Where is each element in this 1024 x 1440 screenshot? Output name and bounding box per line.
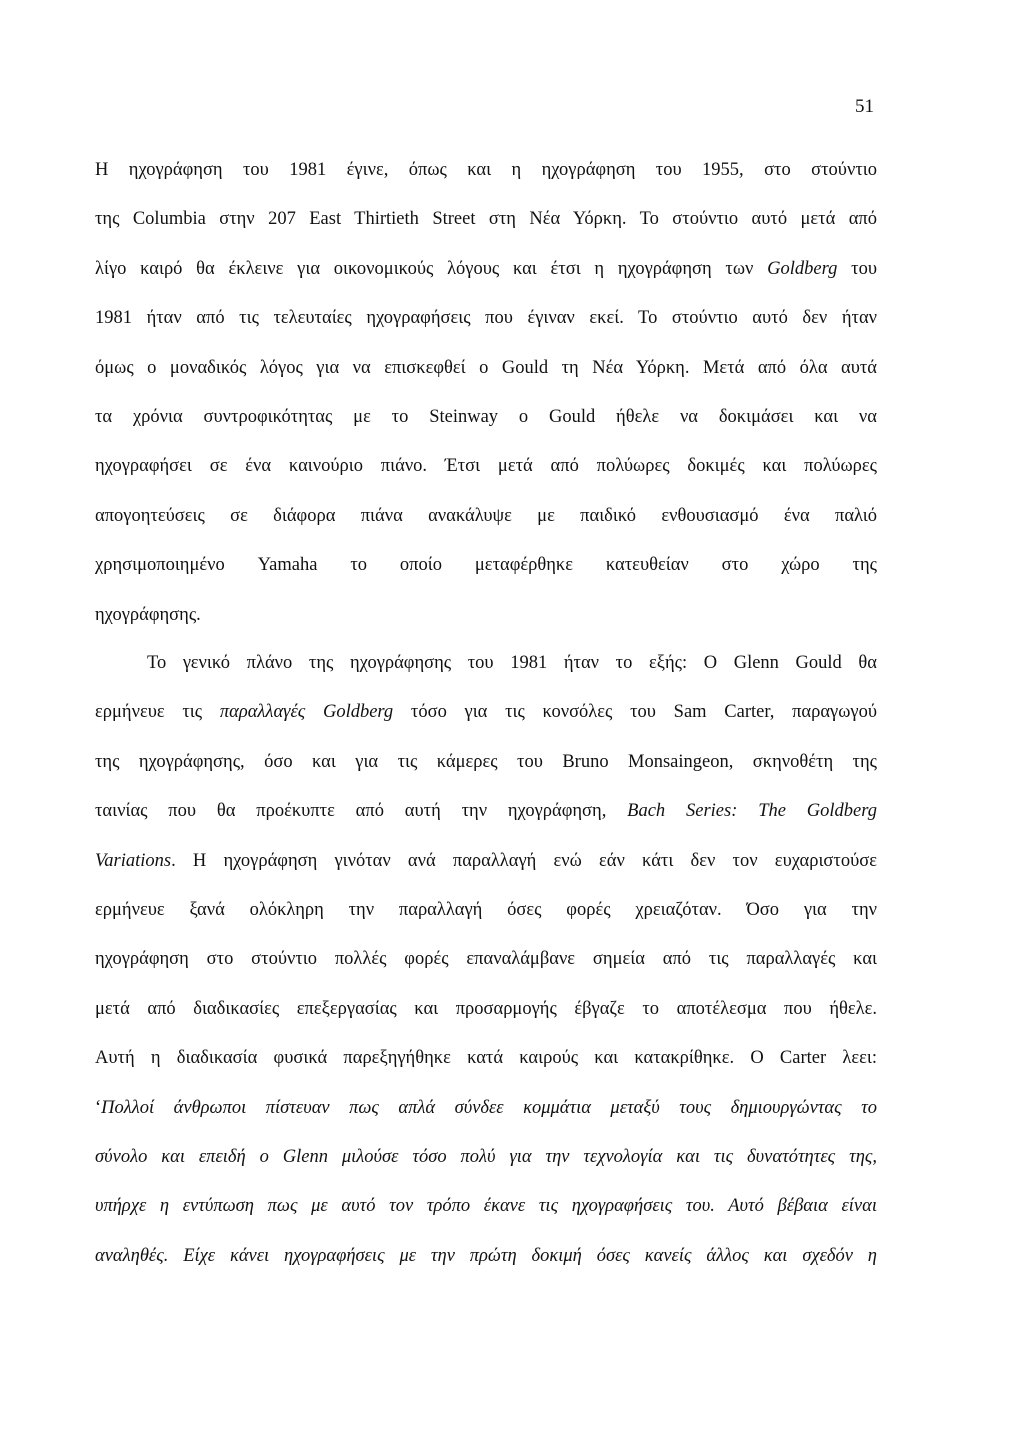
text-run: Αυτή η διαδικασία φυσικά παρεξηγήθηκε κατά καιρούς και κατακρίθηκε. Ο Carter λεει:	[95, 1048, 877, 1069]
italic-text: Goldberg	[767, 258, 838, 279]
text-line	[95, 787, 877, 836]
page-number: 51	[855, 96, 874, 117]
italic-text: σύνολο και επειδή ο Glenn μιλούσε τόσο πολύ για την τεχνολογία και τις δυνατότητες της,	[95, 1147, 877, 1168]
text-line	[95, 1034, 877, 1083]
text-run: ηχογράφηση στο στούντιο πολλές φορές επαναλάμβανε σημεία από τις παραλλαγές και	[95, 949, 877, 970]
italic-text: υπήρχε η εντύπωση πως με αυτό τον τρόπο έκανε τις ηχογραφήσεις του. Αυτό βέβαια είναι	[95, 1196, 877, 1217]
text-line	[95, 688, 877, 737]
text-run: χρησιμοποιημένο Yamaha το οποίο μεταφέρθηκε κατευθείαν στο χώρο της	[95, 555, 877, 576]
italic-text: Πολλοί άνθρωποι πίστευαν πως απλά σύνδεε κομμάτια μεταξύ τους δημιουργώντας το	[101, 1097, 877, 1118]
text-line	[95, 1084, 877, 1133]
text-line	[95, 146, 877, 195]
italic-text: Bach Series: The Goldberg	[627, 801, 878, 822]
text-run: του	[837, 258, 877, 279]
text-run: . Η ηχογράφηση γινόταν ανά παραλλαγή ενώ εάν κάτι δεν τον ευχαριστούσε	[171, 850, 877, 871]
text-run: απογοητεύσεις σε διάφορα πιάνα ανακάλυψε με παιδικό ενθουσιασμό ένα παλιό	[95, 505, 877, 526]
text-line	[95, 886, 877, 935]
text-run: ηχογραφήσει σε ένα καινούριο πιάνο. Έτσι μετά από πολύωρες δοκιμές και πολύωρες	[95, 456, 877, 477]
italic-text: Variations	[95, 850, 172, 871]
text-line	[95, 541, 877, 590]
paragraph-1	[95, 146, 877, 640]
text-line	[95, 294, 877, 343]
text-run: Η ηχογράφηση του 1981 έγινε, όπως και η ηχογράφηση του 1955, στο στούντιο	[95, 160, 877, 180]
text-run: ερμήνευε ξανά ολόκληρη την παραλλαγή όσες φορές χρειαζόταν. Όσο για την	[95, 900, 877, 921]
text-line	[95, 1182, 877, 1231]
text-line	[95, 837, 877, 886]
text-run: τόσο για τις κονσόλες του Sam Carter, παραγωγού	[393, 702, 877, 723]
text-line	[95, 935, 877, 984]
text-run: της ηχογράφησης, όσο και για τις κάμερες του Bruno Monsaingeon, σκηνοθέτη της	[95, 751, 877, 772]
text-line	[95, 1133, 877, 1182]
text-run: Το γενικό πλάνο της ηχογράφησης του 1981 ήταν το εξής: Ο Glenn Gould θα	[147, 653, 877, 673]
text-line	[95, 344, 877, 393]
text-run: ερμήνευε τις	[95, 702, 220, 723]
text-line	[95, 639, 877, 688]
text-line	[95, 393, 877, 442]
text-run: της Columbia στην 207 East Thirtieth Street στη Νέα Υόρκη. Το στούντιο αυτό μετά από	[95, 209, 877, 230]
paragraph-2	[95, 639, 877, 1281]
text-line	[95, 985, 877, 1034]
text-line	[95, 492, 877, 541]
text-run: ‘	[95, 1097, 102, 1118]
text-line	[95, 195, 877, 244]
text-run: ηχογράφησης.	[95, 604, 201, 625]
italic-text: αναληθές. Είχε κάνει ηχογραφήσεις με την πρώτη δοκιμή όσες κανείς άλλος και σχεδόν η	[95, 1245, 877, 1266]
text-run: τα χρόνια συντροφικότητας με το Steinway ο Gould ήθελε να δοκιμάσει και να	[95, 407, 877, 428]
text-run: όμως ο μοναδικός λόγος για να επισκεφθεί ο Gould τη Νέα Υόρκη. Μετά από όλα αυτά	[95, 357, 877, 378]
text-line	[95, 442, 877, 491]
text-run: ταινίας που θα προέκυπτε από αυτή την ηχογράφηση,	[95, 801, 628, 822]
text-run: 1981 ήταν από τις τελευταίες ηχογραφήσεις που έγιναν εκεί. Το στούντιο αυτό δεν ήταν	[95, 308, 877, 329]
text-line	[95, 1232, 877, 1281]
text-line	[95, 591, 877, 640]
text-run: λίγο καιρό θα έκλεινε για οικονομικούς λόγους και έτσι η ηχογράφηση των	[95, 258, 768, 279]
text-line	[95, 245, 877, 294]
text-line	[95, 738, 877, 787]
text-run: μετά από διαδικασίες επεξεργασίας και προσαρμογής έβγαζε το αποτέλεσμα που ήθελε.	[95, 998, 877, 1019]
italic-text: παραλλαγές Goldberg	[219, 702, 394, 723]
